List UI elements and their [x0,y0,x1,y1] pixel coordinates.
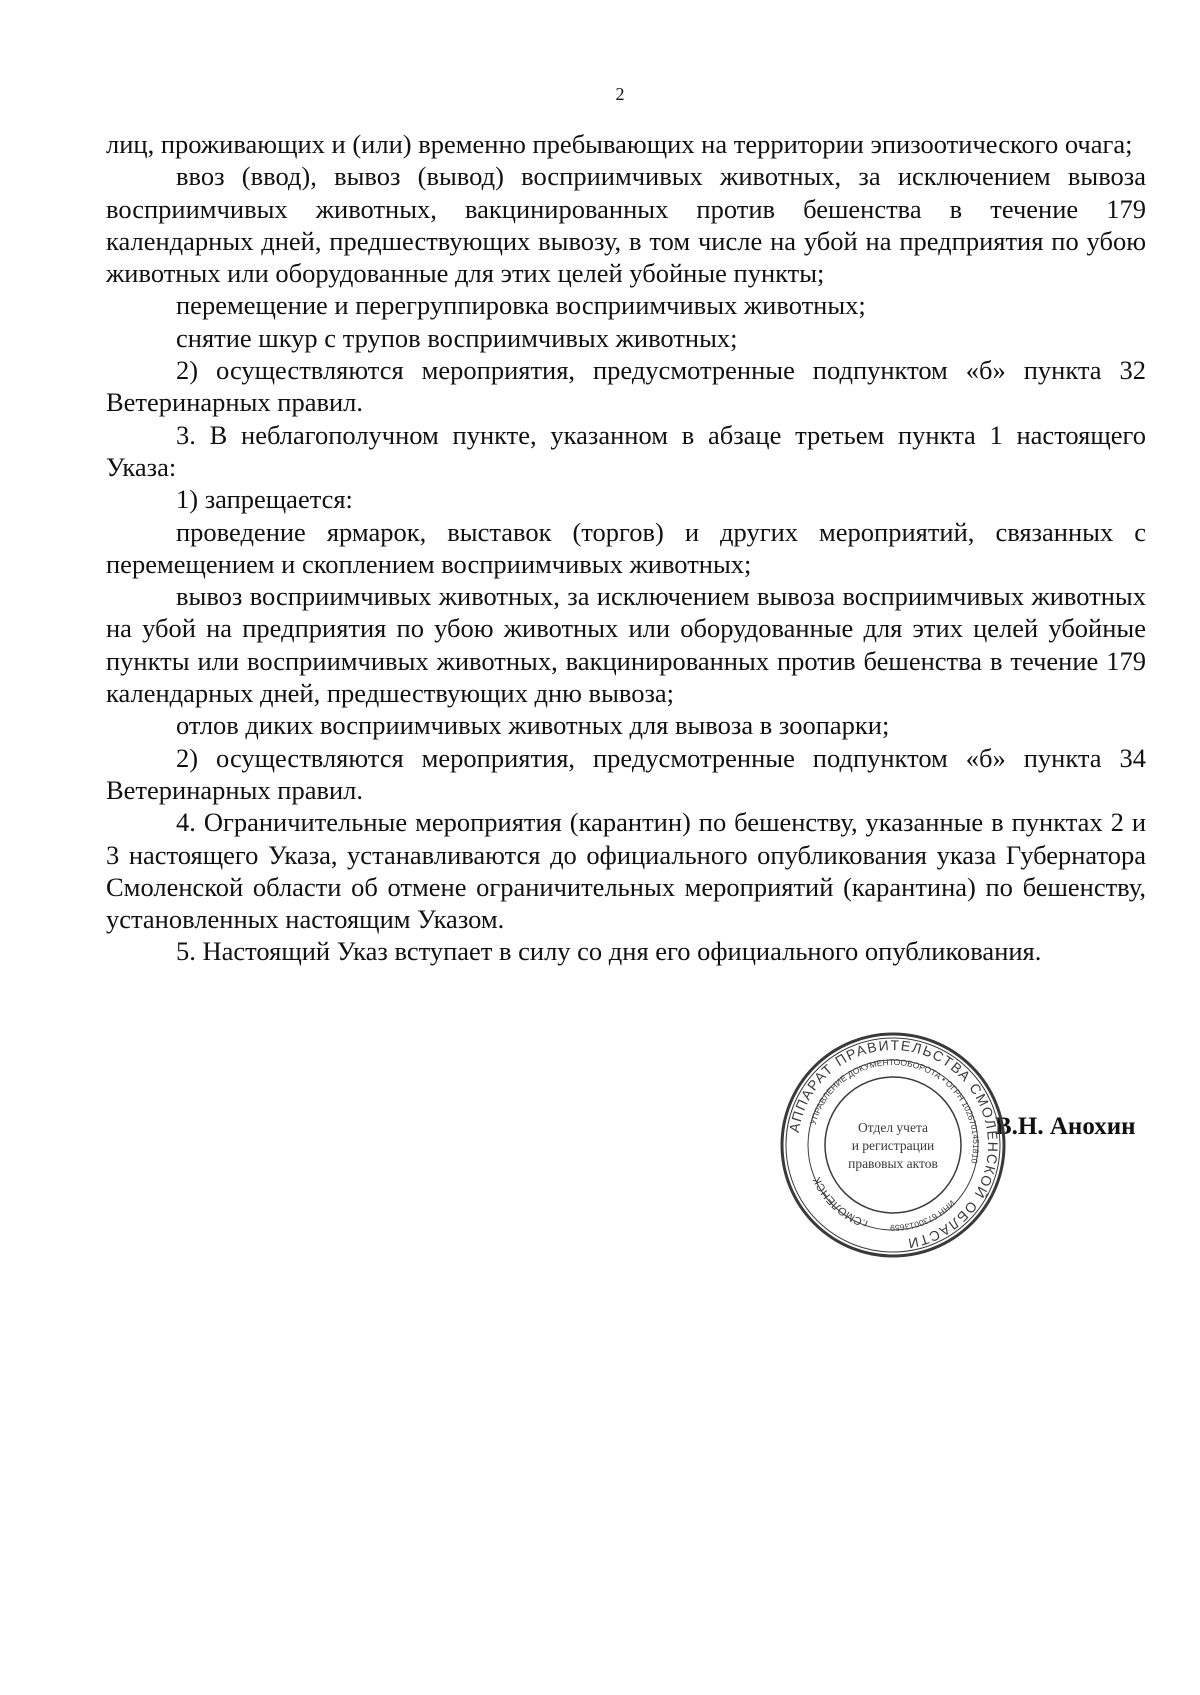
stamp-city-text: г.СМОЛЕНСК [811,1175,870,1230]
stamp-outer-text: АППАРАТ ПРАВИТЕЛЬСТВА СМОЛЕНСКОЙ ОБЛАСТИ [785,1036,1002,1253]
paragraph: 2) осуществляются мероприятия, предусмотренные подпунктом «б» пункта 32 Ветеринарных правил. [106,355,1146,418]
official-stamp [778,1030,1008,1260]
paragraph: снятие шкур с трупов восприимчивых животных; [176,322,738,353]
signature-name: В.Н. Анохин [995,1113,1136,1140]
paragraph: 3. В неблагополучном пункте, указанном в абзаце третьем пункта 1 настоящего Указа: [106,419,1146,482]
stamp-center-line: правовых актов [848,1156,938,1171]
stamp-seal-icon [778,1030,1008,1260]
paragraph: отлов диких восприимчивых животных для вывоза в зоопарки; [176,710,890,741]
stamp-inn-text: ИНН 6730013659 [890,1198,957,1234]
paragraph: 4. Ограничительные мероприятия (карантин) по бешенству, указанные в пунктах 2 и 3 настоящего Указа, устанавливаются до официального опубликования указа Губернатора Смоленской области об отмене ограничительных мероприятий (карантина) по бешенству, установленных настоящим Указом. [106,807,1146,935]
paragraph: 1) запрещается: [176,484,353,515]
paragraph: вывоз восприимчивых животных, за исключением вывоза восприимчивых животных на убой на предприятия по убою животных или оборудованные для этих целей убойные пункты или восприимчивых животных, вакцинированных против бешенства в течение 179 календарных дней, предшествующих дню вывоза; [106,581,1146,709]
paragraph: 2) осуществляются мероприятия, предусмотренные подпунктом «б» пункта 34 Ветеринарных правил. [106,742,1146,805]
svg-text:г.СМОЛЕНСК [811,1175,869,1230]
document-body [106,128,1146,968]
paragraph: ввоз (ввод), вывоз (вывод) восприимчивых животных, за исключением вывоза восприимчивых животных, вакцинированных против бешенства в течение 179 календарных дней, предшествующих вывозу, в том числе на убой на предприятия по убою животных или оборудованные для этих целей убойные пункты; [106,161,1146,289]
stamp-center-line: Отдел учета [857,1120,929,1135]
paragraph: перемещение и перегруппировка восприимчивых животных; [176,290,866,321]
paragraph: проведение ярмарок, выставок (торгов) и других мероприятий, связанных с перемещением и скоплением восприимчивых животных; [106,516,1146,579]
paragraph: 5. Настоящий Указ вступает в силу со дня его официального опубликования. [176,936,1042,967]
paragraph: лиц, проживающих и (или) временно пребывающих на территории эпизоотического очага; [106,129,1133,159]
stamp-center-line: и регистрации [851,1138,935,1153]
stamp-inner-text: УПРАВЛЕНИЕ ДОКУМЕНТООБОРОТА • ОГРН 1026701451810 [807,1056,982,1165]
page-number: 2 [615,84,625,104]
